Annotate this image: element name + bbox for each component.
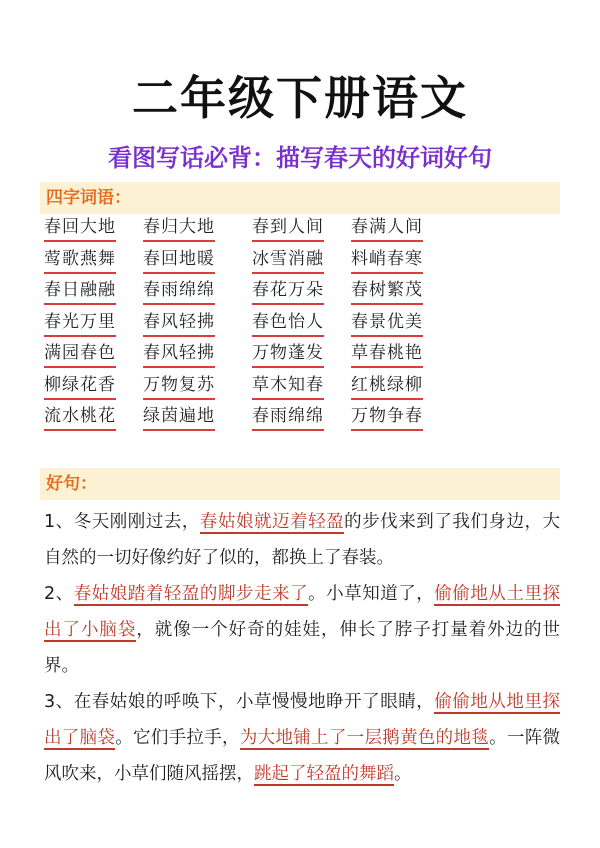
- word-item: 春到人间: [252, 214, 324, 242]
- highlighted-phrase: 为大地铺上了一层鹅黄色的地毯: [239, 728, 490, 748]
- sentence-text: 。它们手拉手，: [115, 728, 240, 748]
- sentence-text: ，就像一个好奇的娃娃，伸长了脖子打量着外边的世界。: [44, 620, 561, 676]
- word-item: 春满人间: [351, 214, 423, 242]
- word-item: 流水桃花: [44, 403, 116, 431]
- word-row: [44, 340, 564, 372]
- sentence-paragraph-3: [44, 684, 560, 792]
- word-item: 莺歌燕舞: [44, 246, 116, 274]
- word-item: 春光万里: [44, 309, 116, 337]
- word-row: [44, 309, 564, 341]
- sentence-text: 的步伐来到了我们身边，大自然的一切好像约好了似的，都换上了春装。: [44, 512, 561, 568]
- sentence-paragraph-1: [44, 504, 560, 576]
- word-row: [44, 214, 564, 246]
- section-header-four-char-words: [40, 182, 560, 214]
- page-title: 二年级下册语文: [132, 71, 468, 125]
- word-item: 春树繁茂: [351, 277, 423, 305]
- word-item: 绿茵遍地: [143, 403, 215, 431]
- section-label: 四字词语：: [46, 188, 131, 208]
- highlighted-phrase: 跳起了轻盈的舞蹈: [254, 764, 394, 784]
- word-item: 满园春色: [44, 340, 116, 368]
- word-item: 料峭春寒: [351, 246, 423, 274]
- highlighted-phrase: 偷偷地从地里探出了脑袋: [44, 692, 560, 748]
- word-item: 春花万朵: [252, 277, 324, 305]
- sentence-text: 。一阵微风吹来，小草们随风摇摆，: [44, 728, 561, 784]
- word-row: [44, 277, 564, 309]
- word-item: 春雨绵绵: [252, 403, 324, 431]
- word-item: 万物蓬发: [252, 340, 324, 368]
- word-item: 万物争春: [351, 403, 423, 431]
- sentence-text: 3、在春姑娘的呼唤下，小草慢慢地睁开了眼睛，: [44, 692, 435, 712]
- word-item: 春雨绵绵: [143, 277, 215, 305]
- word-item: 红桃绿柳: [351, 372, 423, 400]
- word-grid: [44, 214, 564, 435]
- section-label: 好句：: [46, 474, 97, 494]
- word-item: 草春桃艳: [351, 340, 423, 368]
- highlighted-phrase: 春姑娘就迈着轻盈: [199, 512, 345, 532]
- highlighted-phrase: 偷偷地从土里探出了小脑袋: [44, 584, 561, 640]
- word-item: 春色怡人: [252, 309, 324, 337]
- sentence-paragraph-2: [44, 576, 560, 684]
- word-item: 春回大地: [44, 214, 116, 242]
- sentence-text: 。小草知道了，: [308, 584, 435, 604]
- page-subtitle: 看图写话必背：描写春天的好词好句: [108, 144, 492, 172]
- word-item: 春归大地: [143, 214, 215, 242]
- highlighted-phrase: 春姑娘踏着轻盈的脚步走来了: [73, 584, 309, 604]
- word-item: 春景优美: [351, 309, 423, 337]
- word-item: 春回地暖: [143, 246, 215, 274]
- word-item: 万物复苏: [143, 372, 215, 400]
- word-item: 春风轻拂: [143, 309, 215, 337]
- word-item: 春日融融: [44, 277, 116, 305]
- word-item: 草木知春: [252, 372, 324, 400]
- sentence-text: 2、: [44, 584, 74, 604]
- word-row: [44, 372, 564, 404]
- word-row: [44, 403, 564, 435]
- sentence-text: 1、冬天刚刚过去，: [44, 512, 200, 532]
- section-header-good-sentences: [40, 468, 560, 500]
- word-item: 柳绿花香: [44, 372, 116, 400]
- sentence-text: 。: [394, 764, 412, 784]
- word-item: 冰雪消融: [252, 246, 324, 274]
- word-item: 春风轻拂: [143, 340, 215, 368]
- word-row: [44, 246, 564, 278]
